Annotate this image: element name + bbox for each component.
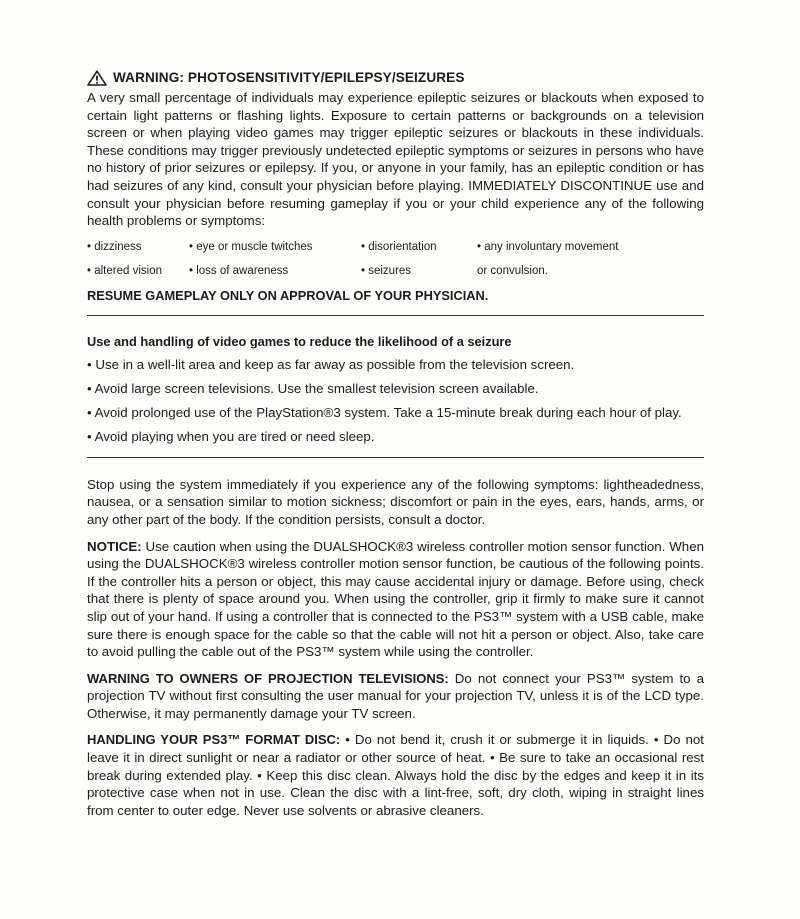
symptom-item: • eye or muscle twitches [189, 240, 313, 253]
handling-heading: Use and handling of video games to reduce the likelihood of a seizure [87, 333, 512, 349]
handling-item: • Avoid prolonged use of the PlayStation®3 system. Take a 15-minute break during each hour of play. [87, 404, 682, 420]
projection-tv-text: Do not connect your PS3™ system to a projection TV without first consulting the user manual for your projection TV, unless it is of the LCD type. Otherwise, it may permanently damage your TV screen. [87, 670, 704, 721]
warning-title: WARNING: PHOTOSENSITIVITY/EPILEPSY/SEIZURES [113, 70, 465, 85]
warning-triangle-icon [87, 70, 107, 86]
symptom-item: • dizziness [87, 240, 142, 253]
symptom-item: or convulsion. [477, 264, 548, 277]
symptom-item: • altered vision [87, 264, 162, 277]
symptom-item: • any involuntary movement [477, 240, 619, 253]
resume-gameplay-notice: RESUME GAMEPLAY ONLY ON APPROVAL OF YOUR PHYSICIAN. [87, 287, 489, 303]
symptom-item: • loss of awareness [189, 264, 289, 277]
handling-list [87, 353, 704, 449]
notice-text: Use caution when using the DUALSHOCK®3 wireless controller motion sensor function. When using the DUALSHOCK®3 wireless controller motion sensor function, be cautious of the following points. If the controller hits a person or object, this may cause accidental injury or damage. Before using, check that there is plenty of space around you. When using the controller, grip it firmly to make sure it cannot slip out of your hand. If using a controller that is connected to the PS3™ system with a USB cable, make sure there is enough space for the cable so that the cable will not hit a person or object. Also, take care to avoid pulling the cable out of the PS3™ system while using the controller. [87, 538, 704, 660]
warning-heading [87, 68, 704, 88]
handling-item: • Use in a well-lit area and keep as far away as possible from the television screen. [87, 356, 575, 372]
symptoms-list [87, 235, 704, 283]
symptoms-row [87, 235, 704, 259]
symptom-item: • seizures [361, 264, 412, 277]
disc-handling-label: HANDLING YOUR PS3™ FORMAT DISC: [87, 732, 341, 748]
handling-item: • Avoid playing when you are tired or need sleep. [87, 428, 375, 444]
handling-item: • Avoid large screen televisions. Use the smallest television screen available. [87, 380, 539, 396]
disc-handling-text: • Do not bend it, crush it or submerge it in liquids. • Do not leave it in direct sunlight or near a radiator or other source of heat. • Be sure to take an occasional rest break during extended play. • Keep this disc clean. Always hold the disc by the edges and keep it in its protective case when not in use. Clean the disc with a lint-free, soft, dry cloth, wiping in straight lines from center to outer edge. Never use solvents or abrasive cleaners. [87, 732, 704, 818]
symptom-item: • disorientation [361, 240, 437, 253]
safety-content [87, 68, 704, 819]
projection-tv-label: WARNING TO OWNERS OF PROJECTION TELEVISIONS: [87, 670, 449, 686]
stop-using-paragraph: Stop using the system immediately if you experience any of the following symptoms: lightheadedness, nausea, or a sensation similar to motion sickness; discomfort or pain in the eyes, ears, hands, arms, or any other part of the body. If the condition persists, consult a doctor. [87, 476, 704, 527]
disc-handling-paragraph [87, 731, 704, 819]
symptoms-row [87, 259, 704, 283]
notice-paragraph [87, 538, 704, 661]
notice-label: NOTICE: [87, 538, 142, 554]
warning-body: A very small percentage of individuals may experience epileptic seizures or blackouts when exposed to certain light patterns or flashing lights. Exposure to certain patterns or backgrounds on a television screen or when playing video games may trigger epileptic seizures or blackouts in these individuals. These conditions may trigger previously undetected epileptic symptoms or seizures in persons who have no history of prior seizures or epilepsy. If you, or anyone in your family, has an epileptic condition or has had seizures of any kind, consult your physician before playing. IMMEDIATELY DISCONTINUE use and consult your physician before resuming gameplay if you or your child experience any of the following health problems or symptoms: [87, 90, 704, 229]
section-divider [87, 315, 704, 316]
section-divider [87, 457, 704, 458]
projection-tv-paragraph [87, 670, 704, 723]
